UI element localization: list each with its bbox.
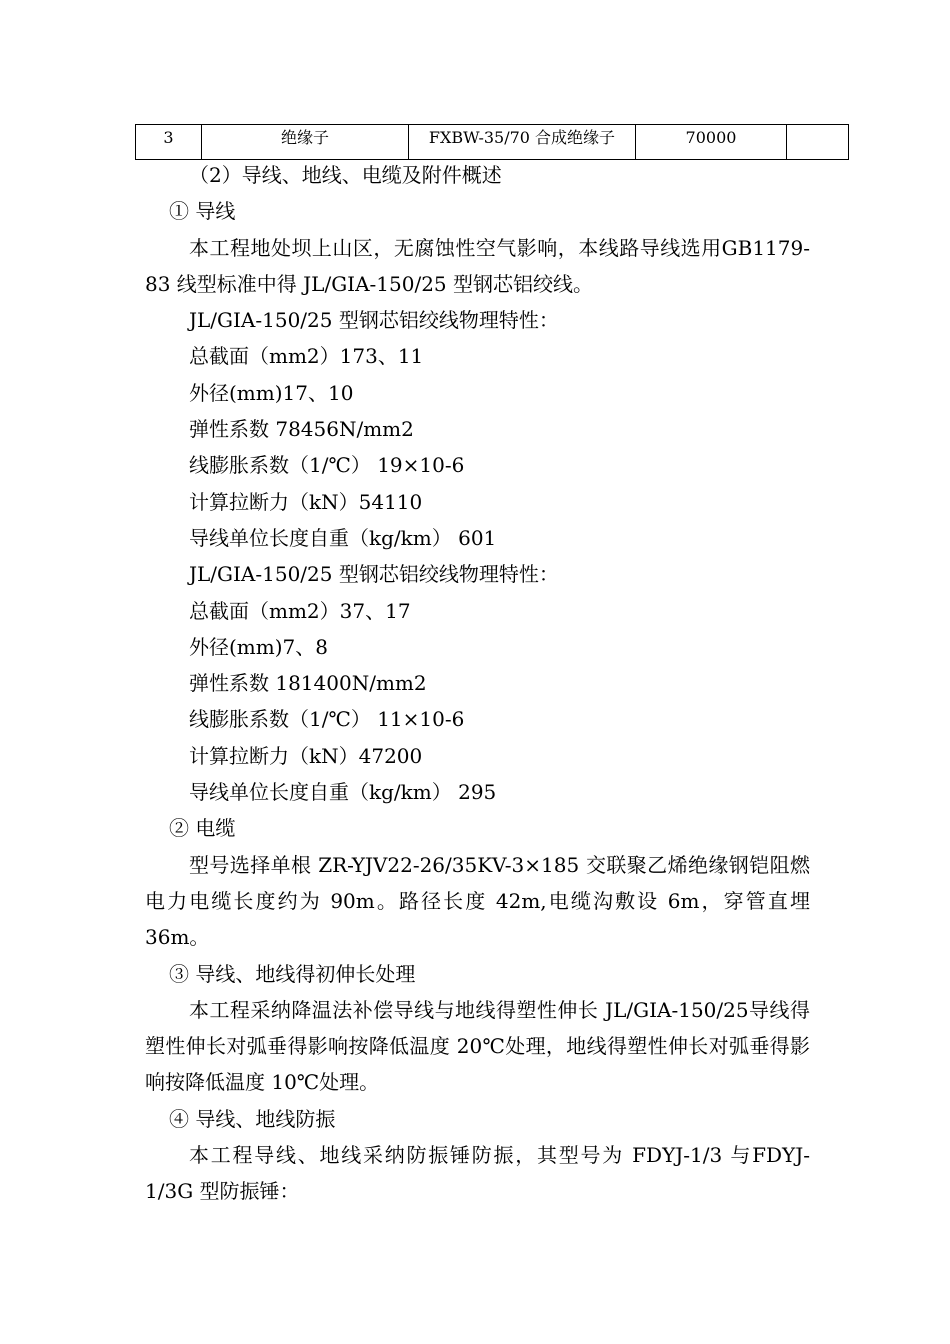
spec-line: 导线单位长度自重（kg/km） 601 [189,525,497,550]
table-cell-name: 绝缘子 [202,125,409,160]
table-cell-remark [787,125,849,160]
spec-line: 计算拉断力（kN）54110 [189,489,423,514]
spec-line: 总截面（mm2）173、11 [189,344,424,369]
paragraph: 本工程地处坝上山区，无腐蚀性空气影响，本线路导线选用GB1179-83 线型标准中得 JL/GIA-150/25 型钢芯铝绞线。 [145,235,810,296]
subsection-heading: ② 电缆 [169,816,236,841]
paragraph: 本工程导线、地线采纳防振锤防振，其型号为 FDYJ-1/3 与FDYJ-1/3G 型防振锤： [145,1143,810,1204]
subsection-heading: ③ 导线、地线得初伸长处理 [169,961,416,986]
table-cell-index: 3 [136,125,202,160]
paragraph: JL/GIA-150/25 型钢芯铝绞线物理特性： [189,308,559,333]
spec-line: 导线单位长度自重（kg/km） 295 [189,780,497,805]
spec-line: 线膨胀系数（1/℃） 19×10-6 [189,453,465,478]
table-cell-quantity: 70000 [636,125,787,160]
spec-line: 外径(mm)7、8 [189,634,328,659]
subsection-heading: ④ 导线、地线防振 [169,1106,336,1131]
paragraph: 型号选择单根 ZR-YJV22-26/35KV-3×185 交联聚乙烯绝缘钢铠阻燃电力电缆长度约为 90m。路径长度 42m,电缆沟敷设 6m，穿管直埋 36m。 [145,852,810,950]
document-body [145,157,810,1210]
table-row [136,125,849,160]
table-cell-model: FXBW-35/70 合成绝缘子 [409,125,636,160]
materials-table [135,124,849,160]
subsection-heading: ① 导线 [169,199,236,224]
paragraph: JL/GIA-150/25 型钢芯铝绞线物理特性： [189,562,559,587]
spec-line: 弹性系数 181400N/mm2 [189,671,427,696]
section-heading: （2）导线、地线、电缆及附件概述 [189,163,502,187]
spec-line: 总截面（mm2）37、17 [189,598,411,623]
spec-line: 外径(mm)17、10 [189,380,354,405]
spec-line: 线膨胀系数（1/℃） 11×10-6 [189,707,465,732]
paragraph: 本工程采纳降温法补偿导线与地线得塑性伸长 JL/GIA-150/25导线得塑性伸长对弧垂得影响按降低温度 20℃处理，地线得塑性伸长对弧垂得影响按降低温度 10℃处理。 [145,997,810,1095]
spec-line: 弹性系数 78456N/mm2 [189,417,414,442]
spec-line: 计算拉断力（kN）47200 [189,743,423,768]
